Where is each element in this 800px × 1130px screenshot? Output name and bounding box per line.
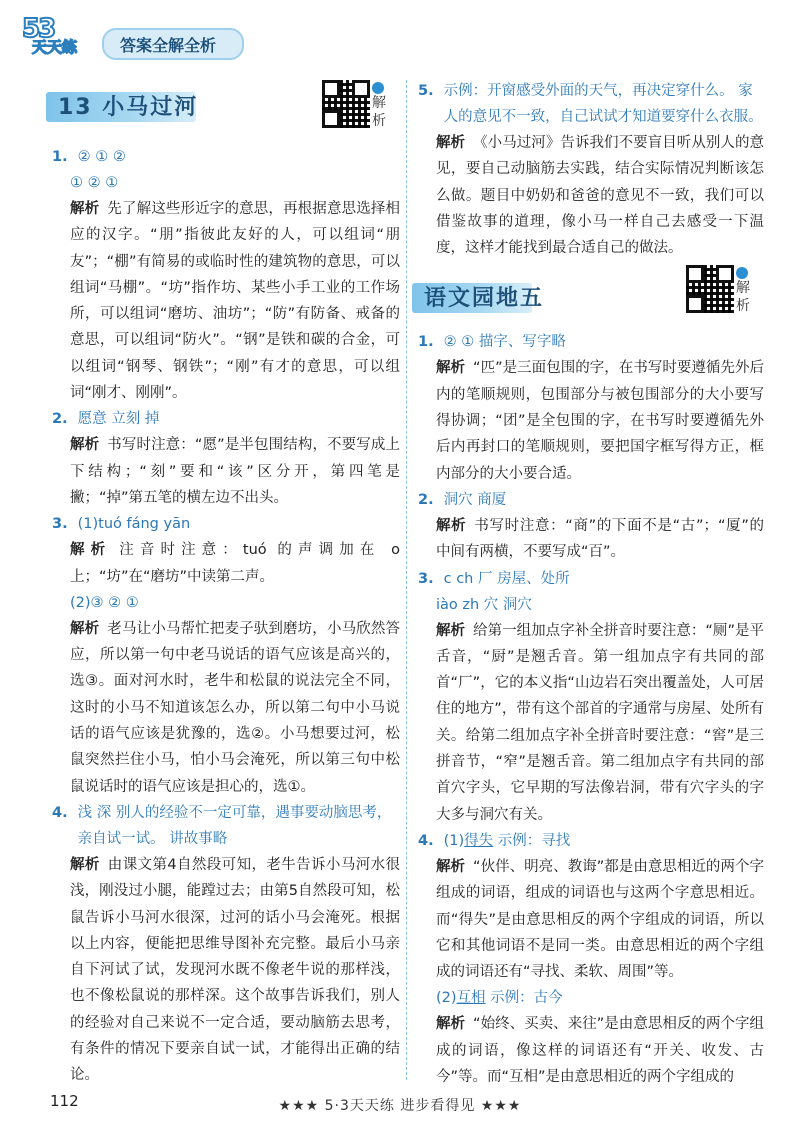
answer: ② ① ② — [77, 149, 126, 165]
qr-code-icon[interactable] — [686, 265, 734, 313]
question-number: 3. — [418, 570, 434, 587]
section-title-block — [418, 269, 764, 317]
answer: 愿意 立刻 掉 — [77, 411, 160, 428]
right-column — [418, 78, 764, 1090]
analysis-label: 解析 — [70, 542, 112, 559]
answer: 浅 深 别人的经验不一定可靠，遇事要动脑思考，亲自试一试。 讲故事略 — [77, 804, 392, 847]
question-5 — [418, 78, 764, 261]
question-number: 4. — [52, 804, 68, 821]
question-number: 3. — [52, 516, 68, 533]
header-tab-label: 答案全解全析 — [120, 36, 217, 55]
analysis-label: 解析 — [70, 856, 100, 873]
answer: ② ① 描字、写字略 — [443, 334, 566, 351]
section-question-4 — [418, 828, 764, 1090]
question-1 — [52, 144, 400, 406]
lesson-title-block — [52, 78, 400, 129]
answer: 示例：开窗感受外面的天气，再决定穿什么。 家人的意见不一致，自己试试才知道要穿什么衣服。 — [443, 83, 763, 125]
question-4 — [52, 800, 400, 1089]
question-number: 1. — [52, 149, 68, 165]
analysis-text: 书写时注意：“商”的下面不是“古”；“厦”的中间有两横，不要写成“百”。 — [436, 517, 764, 561]
question-number: 2. — [52, 411, 68, 428]
logo-text: 53 — [22, 14, 55, 44]
section-question-2 — [418, 487, 764, 566]
analysis-label: 解析 — [436, 858, 466, 875]
analysis-label: 解析 — [70, 437, 100, 454]
answer-prefix: (2) — [436, 990, 457, 1007]
play-icon[interactable] — [736, 267, 748, 279]
answer: 洞穴 商厦 — [443, 491, 507, 508]
analysis-text: “匹”是三面包围的字，在书写时要遵循先外后内的笔顺规则，包围部分与被包围部分的大小要写得协调；“团”是全包围的字，在书写时要遵循先外后内再封口的笔顺规则，要把国字框写得方正，框内部分的大小要合适。 — [436, 360, 764, 482]
analysis-text: 给第一组加点字补全拼音时要注意：“厕”是平舌音，“厨”是翘舌音。第一组加点字有共同的部首“厂”，它的本义指“山边岩石突出覆盖处，人可居住的地方”，带有这个部首的字通常与房屋、处所有关。给第二组加点字补全拼音时要注意：“窖”是三拼音节，“窄”是翘舌音。第二组加点字有共同的部首穴字头，它早期的写法像岩洞，带有穴字头的字大多与洞穴有关。 — [436, 622, 764, 823]
answer: 示例：寻找 — [493, 832, 571, 849]
page-number: 112 — [50, 1092, 79, 1110]
qr-code-icon[interactable] — [322, 80, 370, 128]
qr-label: 解析 — [372, 95, 386, 129]
answer-prefix: (1) — [443, 832, 465, 849]
header-tab — [102, 28, 244, 60]
play-icon[interactable] — [372, 82, 384, 94]
section-question-3 — [418, 566, 764, 828]
question-number: 2. — [418, 491, 434, 508]
answer: c ch 厂 房屋、处所 — [443, 570, 570, 587]
analysis-text: 《小马过河》告诉我们不要盲目听从别人的意见，要自己动脑筋去实践，结合实际情况判断该怎么做。题目中奶奶和爸爸的意见不一致，我们可以借鉴故事的道理，像小马一样自己去感受一下温度，这样才能找到最合适自己的做法。 — [436, 135, 765, 257]
answer: (1)tuó fáng yān — [77, 516, 191, 533]
analysis-text: “伙伴、明亮、教诲”都是由意思相近的两个字组成的词语，组成的词语也与这两个字意思相近。而“得失”是由意思相反的两个字组成的词语，所以它和其他词语不是同一类。由意思相近的两个字组成的词语还有“寻找、柔软、周围”等。 — [436, 858, 764, 981]
column-divider — [406, 80, 407, 1080]
section-title: 语文园地五 — [424, 286, 545, 312]
answer: iào zh 穴 洞穴 — [436, 596, 532, 613]
lesson-title: 13 小马过河 — [58, 95, 199, 120]
analysis-label: 解析 — [436, 1016, 466, 1033]
left-column — [52, 78, 400, 1089]
analysis-label: 解析 — [436, 517, 467, 534]
analysis-label: 解析 — [436, 622, 466, 639]
analysis-text: 先了解这些形近字的意思，再根据意思选择相应的汉字。“朋”指彼此友好的人，可以组词“朋友”；“棚”有简易的或临时性的建筑物的意思，可以组词“马棚”。“坊”指作坊、某些小手工业的工作场所，可以组词“磨坊、油坊”；“防”有防备、戒备的意思，可以组词“防火”。“钢”是铁和碳的合金，可以组词“钢琴、钢铁”；“刚”有才的意思，可以组词“刚才、刚刚”。 — [70, 201, 401, 402]
question-number: 1. — [418, 334, 434, 351]
page-header — [18, 10, 278, 62]
analysis-text: 书写时注意：“愿”是半包围结构，不要写成上下结构；“刻”要和“该”区分开，第四笔是撇；“掉”第五笔的横左边不出头。 — [70, 437, 401, 506]
answer: ① ② ① — [70, 175, 119, 191]
question-number: 4. — [418, 832, 434, 849]
analysis-label: 解析 — [70, 620, 100, 637]
analysis-text: 老马让小马帮忙把麦子驮到磨坊，小马欣然答应，所以第一句中老马说话的语气应该是高兴的，选③。面对河水时，老牛和松鼠的说法完全不同，这时的小马不知道该怎么办，所以第二句中小马说话的语气应该是犹豫的，选②。小马想要过河，松鼠突然拦住小马，怕小马会淹死，所以第三句中松鼠说话时的语气应该是担心的，选①。 — [70, 620, 401, 795]
analysis-text: 由课文第4自然段可知，老牛告诉小马河水很浅，刚没过小腿，能蹚过去；由第5自然段可知，松鼠告诉小马河水很深，过河的话小马会淹死。根据以上内容，便能把思维导图补充完整。最后小马亲自下河试了试，发现河水既不像老牛说的那样浅，也不像松鼠说的那样深。这个故事告诉我们，别人的经验对自己来说不一定合适，要动脑筋去思考，有条件的情况下要亲自试一试，才能得出正确的结论。 — [70, 856, 400, 1084]
section-question-1 — [418, 329, 764, 486]
analysis-label: 解析 — [70, 201, 100, 217]
answer-word: 得失 — [464, 832, 494, 849]
analysis-label: 解析 — [436, 135, 466, 151]
question-number: 5. — [418, 83, 434, 99]
analysis-text: 注音时注意：tuó 的声调加在 o 上；“坊”在“磨坊”中读第二声。 — [70, 542, 401, 585]
question-3 — [52, 511, 400, 800]
qr-label: 解析 — [736, 280, 750, 315]
logo-subtext: 天天练 — [32, 38, 78, 56]
logo-53 — [18, 16, 98, 56]
analysis-label: 解析 — [436, 360, 466, 377]
answer: (2)③ ② ① — [70, 594, 139, 611]
footer-slogan: ★★★ 5·3天天练 进步看得见 ★★★ — [278, 1098, 522, 1114]
answer: 示例：古今 — [485, 990, 563, 1007]
analysis-text: “始终、买卖、来往”是由意思相反的两个字组成的词语，像这样的词语还有“开关、收发、古今”等。而“互相”是由意思相近的两个字组成的 — [436, 1016, 764, 1086]
answer-word: 互相 — [456, 990, 486, 1007]
question-2 — [52, 406, 400, 511]
